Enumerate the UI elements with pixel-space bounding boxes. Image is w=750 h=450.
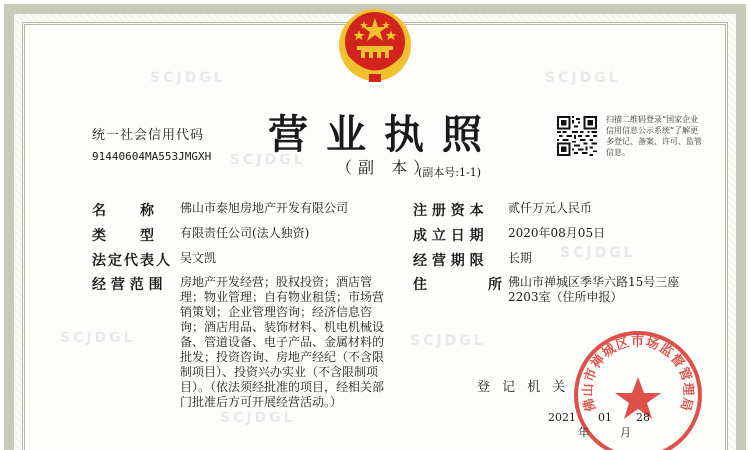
official-seal-icon	[568, 325, 708, 450]
registration-authority: 登 记 机 关	[477, 380, 570, 395]
watermark: SCJDGL	[60, 330, 136, 346]
issue-year-unit: 年	[578, 426, 589, 439]
qr-note: 扫描二维码登录“国家企业信用信息公示系统”了解更多登记、备案、许可、监管信息。	[606, 115, 702, 157]
name-label: 名 称	[92, 203, 156, 219]
legal-rep-label: 法定代表人	[92, 253, 172, 269]
scope-value: 房地产开发经营；股权投资；酒店管理；物业管理；自有物业租赁；市场营销策划；企业管理咨询；经济信息咨询；酒店用品、装饰材料、机电机械设备、管道设备、电子产品、金属材料的批发；投资咨询、房地产经纪（不含限制项目）、投资兴办实业（不含限制项目）。（依法须经批准的项目，经相关部门批准后方可开展经营活动。）	[180, 275, 385, 409]
capital-value: 贰仟万元人民币	[508, 201, 593, 215]
document-subtitle: （副 本）	[336, 158, 436, 177]
issue-month-unit: 月	[620, 426, 631, 439]
term-label: 经 营 期 限	[413, 253, 484, 269]
issue-month: 01	[598, 411, 612, 424]
seal-text: 佛山市禅城区市场监督管理局	[580, 334, 696, 414]
qr-code-icon	[557, 116, 597, 156]
type-label: 类 型	[92, 228, 156, 244]
established-value: 2020年08月05日	[508, 226, 606, 240]
term-value: 长期	[508, 251, 533, 265]
issue-year: 2021	[548, 411, 576, 424]
legal-rep-value: 吴文凯	[180, 251, 217, 265]
national-emblem-icon	[331, 4, 419, 86]
issue-day: 28	[636, 411, 650, 424]
copy-number: (副本号:1-1)	[418, 166, 482, 179]
scope-label: 经 营 范 围	[92, 277, 163, 293]
credit-code-value: 91440604MA553JMGXH	[92, 150, 212, 163]
address-value: 佛山市禅城区季华六路15号三座2203室（住所申报）	[508, 275, 680, 304]
name-value: 佛山市泰旭房地产开发有限公司	[180, 201, 349, 215]
watermark: SCJDGL	[545, 70, 621, 86]
watermark: SCJDGL	[410, 333, 486, 349]
watermark: SCJDGL	[560, 245, 636, 261]
capital-label: 注 册 资 本	[413, 203, 484, 219]
watermark: SCJDGL	[230, 152, 306, 168]
document-title: 营业执照	[268, 111, 500, 158]
address-label: 住 所	[413, 277, 503, 293]
watermark: SCJDGL	[150, 70, 226, 86]
type-value: 有限责任公司(法人独资)	[180, 226, 310, 240]
credit-code-label: 统一社会信用代码	[92, 128, 205, 143]
established-label: 成 立 日 期	[413, 228, 484, 244]
watermark: SCJDGL	[220, 410, 296, 426]
